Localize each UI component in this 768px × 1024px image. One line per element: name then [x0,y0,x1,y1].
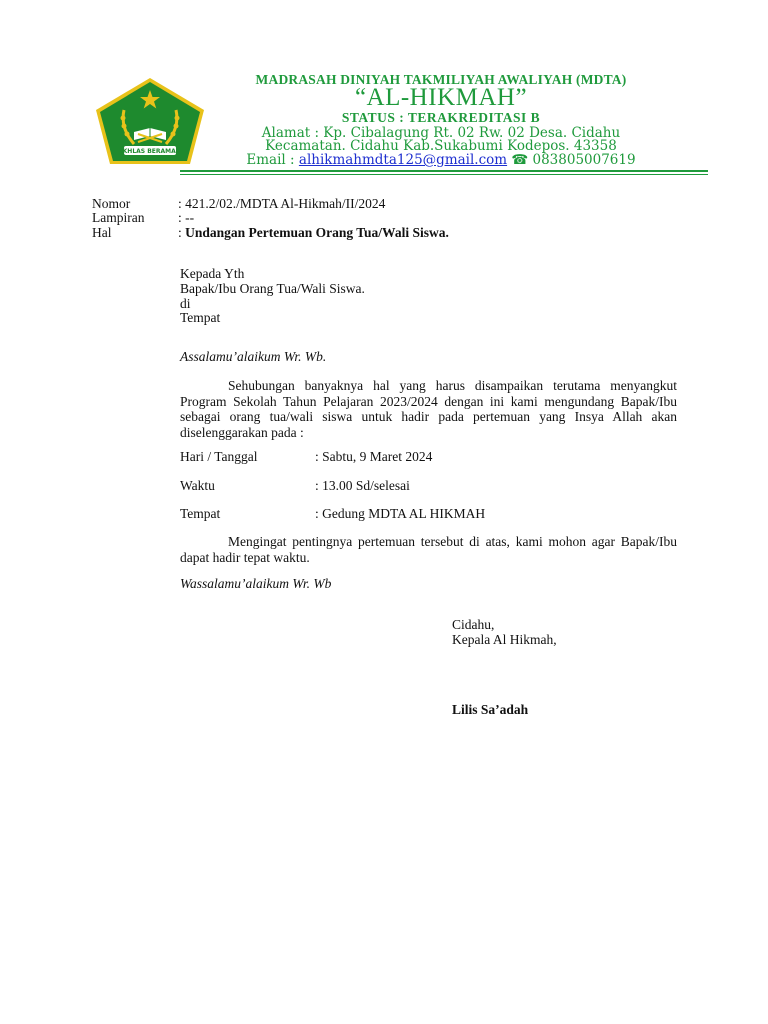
hal-line [178,225,449,240]
svg-text:IKHLAS BERAMAL: IKHLAS BERAMAL [120,148,180,155]
recipient-line-1: Kepada Yth [180,266,245,281]
recipient-line-3: di [180,296,191,311]
detail-label-place: Tempat [180,506,221,521]
signature-place: Cidahu, [452,617,495,632]
email-label: Email : [246,152,299,168]
hal-label: Hal [92,225,112,240]
body-paragraph-1 [180,378,677,440]
nomor-label: Nomor [92,196,131,211]
closing: Wassalamu’alaikum Wr. Wb [180,576,332,591]
address-line-1: Alamat : Kp. Cibalagung Rt. 02 Rw. 02 Desa. Cidahu [261,125,621,141]
paragraph-2-text: Mengingat pentingnya pertemuan tersebut di atas, kami mohon agar Bapak/Ibu dapat hadir tepat waktu. [180,534,677,565]
detail-value-place: : Gedung MDTA AL HIKMAH [315,506,486,521]
signature-name: Lilis Sa’adah [452,702,529,717]
lampiran-value: : -- [178,210,195,225]
school-name: MADRASAH DINIYAH TAKMILIYAH AWALIYAH (MDTA) [255,72,627,87]
email-link[interactable]: alhikmahmdta125@gmail.com [298,152,508,168]
school-logo [94,76,206,166]
detail-value-time: : 13.00 Sd/selesai [315,478,410,493]
detail-label-time: Waktu [180,478,215,493]
hal-colon: : [178,225,182,240]
hal-value: Undangan Pertemuan Orang Tua/Wali Siswa. [185,225,449,240]
institution-name: “AL-HIKMAH” [354,84,528,111]
phone-number: 083805007619 [532,152,636,168]
recipient-line-4: Tempat [180,310,221,325]
recipient-line-2: Bapak/Ibu Orang Tua/Wali Siswa. [180,281,365,296]
paragraph-1-text: Sehubungan banyaknya hal yang harus disampaikan terutama menyangkut Program Sekolah Tahun Pelajaran 2023/2024 dengan ini kami mengundang Bapak/Ibu sebagai orang tua/wali siswa untuk hadir pada pertemuan yang Insya Allah akan diselenggarakan pada : [180,378,677,440]
detail-value-date: : Sabtu, 9 Maret 2024 [315,449,433,464]
nomor-value: : 421.2/02./MDTA Al-Hikmah/II/2024 [178,196,386,211]
header-divider [180,170,708,172]
body-paragraph-2 [180,534,677,565]
header-divider-thin [180,174,708,175]
address-line-2: Kecamatan. Cidahu Kab.Sukabumi Kodepos. 43358 [265,138,617,154]
accreditation-status: STATUS : TERAKREDITASI B [341,110,541,125]
greeting: Assalamu’alaikum Wr. Wb. [180,349,327,364]
contact-line [206,152,676,168]
detail-label-date: Hari / Tanggal [180,449,258,464]
phone-icon: ☎ [507,152,533,168]
lampiran-label: Lampiran [92,210,145,225]
signature-title: Kepala Al Hikmah, [452,632,557,647]
